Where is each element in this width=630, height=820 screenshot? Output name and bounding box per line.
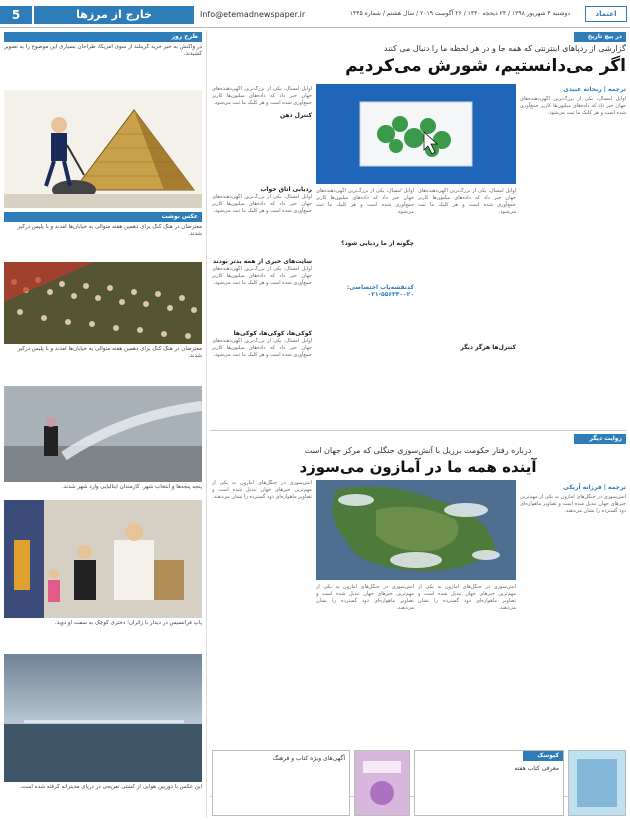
subhead-how-tracked: چگونه از ما ردیابی شود؟ [341, 240, 414, 247]
second-story-kicker: درباره رفتار حکومت برزیل با آتش‌سوزی جنگلی که مرکز جهان است [304, 446, 532, 455]
top-story-column-4-low: اوایل امسال، یکی از بزرگ‌ترین آگهی‌دهنده‌های جهان خبر داد که داده‌های میلیون‌ها کاربر جمع‌آوری شده است و هر کلیک ما ثبت می‌شود. [212, 266, 312, 286]
subhead-news-sites: سایت‌های خبری از همه بدتر بودند [213, 258, 312, 265]
ad-text-1: آگهی‌های ویژه کتاب و فرهنگ [272, 755, 345, 762]
amazon-satellite-photo [316, 480, 516, 580]
top-story-column-3: اوایل امسال، یکی از بزرگ‌ترین آگهی‌دهنده‌های جهان خبر داد که داده‌های میلیون‌ها کاربر جمع‌آوری شده است و هر کلیک ما ثبت می‌شود. [316, 188, 414, 215]
top-story-section-label: در پیچ تاریخ [574, 32, 626, 42]
page-number: 5 [0, 6, 32, 24]
cartoon-image [4, 90, 202, 208]
top-story-headline: اگر می‌دانستیم، شورش می‌کردیم [345, 56, 626, 76]
top-story-column-4-mid: اوایل امسال، یکی از بزرگ‌ترین آگهی‌دهنده‌های جهان خبر داد که داده‌های میلیون‌ها کاربر جمع‌آوری شده است و هر کلیک ما ثبت می‌شود. [212, 194, 312, 214]
top-story-column-1: اوایل امسال، یکی از بزرگ‌ترین آگهی‌دهنده‌های جهان خبر داد که داده‌های میلیون‌ها کاربر جمع‌آوری شده است و هر کلیک ما ثبت می‌شود. [520, 96, 626, 116]
photo-label: عکس نوشت [4, 212, 202, 222]
top-story-column-4-bottom: اوایل امسال، یکی از بزرگ‌ترین آگهی‌دهنده‌های جهان خبر داد که داده‌های میلیون‌ها کاربر جمع‌آوری شده است و هر کلیک ما ثبت می‌شود. [212, 338, 312, 358]
top-story-column-4-top: اوایل امسال، یکی از بزرگ‌ترین آگهی‌دهنده‌های جهان خبر داد که داده‌های میلیون‌ها کاربر جمع‌آوری شده است و هر کلیک ما ثبت می‌شود. [212, 86, 312, 106]
ad-text-3: معرفی کتاب هفته [514, 765, 559, 772]
top-story-illustration [316, 84, 516, 184]
second-story-column-2: آتش‌سوزی در جنگل‌های آمازون به یکی از مهم‌ترین خبرهای جهان تبدیل شده است و تصاویر ماهواره‌ای دود گسترده را نشان می‌دهند. [418, 584, 516, 611]
subhead-bedroom-tracking: ردیابی اتاق خواب [260, 186, 312, 193]
photo-caption-3: پاپ فرانسیس در دیدار با زائران؛ دختری کوچک به سمت او دوید. [54, 620, 202, 626]
protest-photo [4, 262, 202, 344]
pope-photo [4, 500, 202, 618]
newspaper-logo: اعتماد [585, 6, 627, 22]
second-story-section-label: روایت دیگر [574, 434, 626, 444]
second-story-column-4: آتش‌سوزی در جنگل‌های آمازون به یکی از مهم‌ترین خبرهای جهان تبدیل شده است و تصاویر ماهواره‌ای دود گسترده را نشان می‌دهند. [212, 480, 312, 500]
top-story-byline: ترجمه | ریحانه عبیدی [563, 86, 626, 93]
ad-book-cover-2 [568, 750, 626, 816]
ad-book-cover-1 [354, 750, 410, 816]
water-cannon-photo [4, 386, 202, 482]
sidebar-divider [206, 30, 207, 818]
ad-kiosk-label: کیوسک [523, 751, 563, 761]
subhead-mind-control: کنترل ذهن [279, 112, 312, 119]
second-story-column-1: آتش‌سوزی در جنگل‌های آمازون به یکی از مهم‌ترین خبرهای جهان تبدیل شده است و تصاویر ماهواره‌ای دود گسترده را نشان می‌دهند. [520, 494, 626, 514]
subhead-never-again: کنترل‌ها هرگز دیگر [460, 344, 516, 351]
photo-caption-4: این عکس با دوربین هوایی از کشتی تفریحی در دریای مدیترانه گرفته شده است. [19, 784, 202, 790]
top-story-column-2: اوایل امسال، یکی از بزرگ‌ترین آگهی‌دهنده‌های جهان خبر داد که داده‌های میلیون‌ها کاربر جمع‌آوری شده است و هر کلیک ما ثبت می‌شود. [418, 188, 516, 215]
second-story-byline: ترجمه | فرزانه آزیکی [563, 484, 626, 491]
section-name: خارج از مرزها [34, 6, 194, 24]
cartoon-caption: در واکنش به خبر خرید گرینلند از سوی آمریکا، طراحان بسیاری این موضوع را به تصویر کشیدند. [4, 44, 202, 57]
email-link[interactable]: Info@etemadnewspaper.ir [200, 10, 306, 19]
photo-caption-1-intro: معترضان در هنگ کنگ برای دهمین هفته متوالی به خیابان‌ها آمدند و با پلیس درگیر شدند. [17, 224, 202, 237]
ad-box-2 [414, 750, 564, 816]
dateline: دوشنبه ۴ شهریور ۱۳۹۸ / ۲۴ ذیحجه ۱۴۴۰ / ۲۶ آگوست ۲۰۱۹ / سال هشتم / شماره ۱۴۴۵ [349, 10, 570, 17]
phone-line: کدنقشه‌یاب اختصاصی: ۵۵۶۳۴۰۰۲۰-۰۲۱ [346, 284, 414, 298]
photo-caption-2: پنجه پنجه‌ها و انتخاب شهر. کارمندان ایتالیایی وارد شهر شدند. [61, 484, 202, 490]
story-divider [210, 430, 626, 431]
photo-caption-1: معترضان در هنگ کنگ برای دهمین هفته متوالی به خیابان‌ها آمدند و با پلیس درگیر شدند. [17, 346, 202, 359]
sea-photo [4, 654, 202, 782]
top-story-kicker: گزارشی از ردپاهای اینترنتی که همه جا و در هر لحظه ما را دنبال می کنند [384, 44, 626, 53]
subhead-cookies: کوکی‌ها، کوکی‌ها، کوکی‌ها [233, 330, 312, 337]
second-story-headline: آینده همه ما در آمازون می‌سوزد [299, 458, 537, 476]
cartoon-label: طرح روز [4, 32, 202, 42]
second-story-column-3: آتش‌سوزی در جنگل‌های آمازون به یکی از مهم‌ترین خبرهای جهان تبدیل شده است و تصاویر ماهواره‌ای دود گسترده را نشان می‌دهند. [316, 584, 414, 611]
ad-box-1 [212, 750, 350, 816]
